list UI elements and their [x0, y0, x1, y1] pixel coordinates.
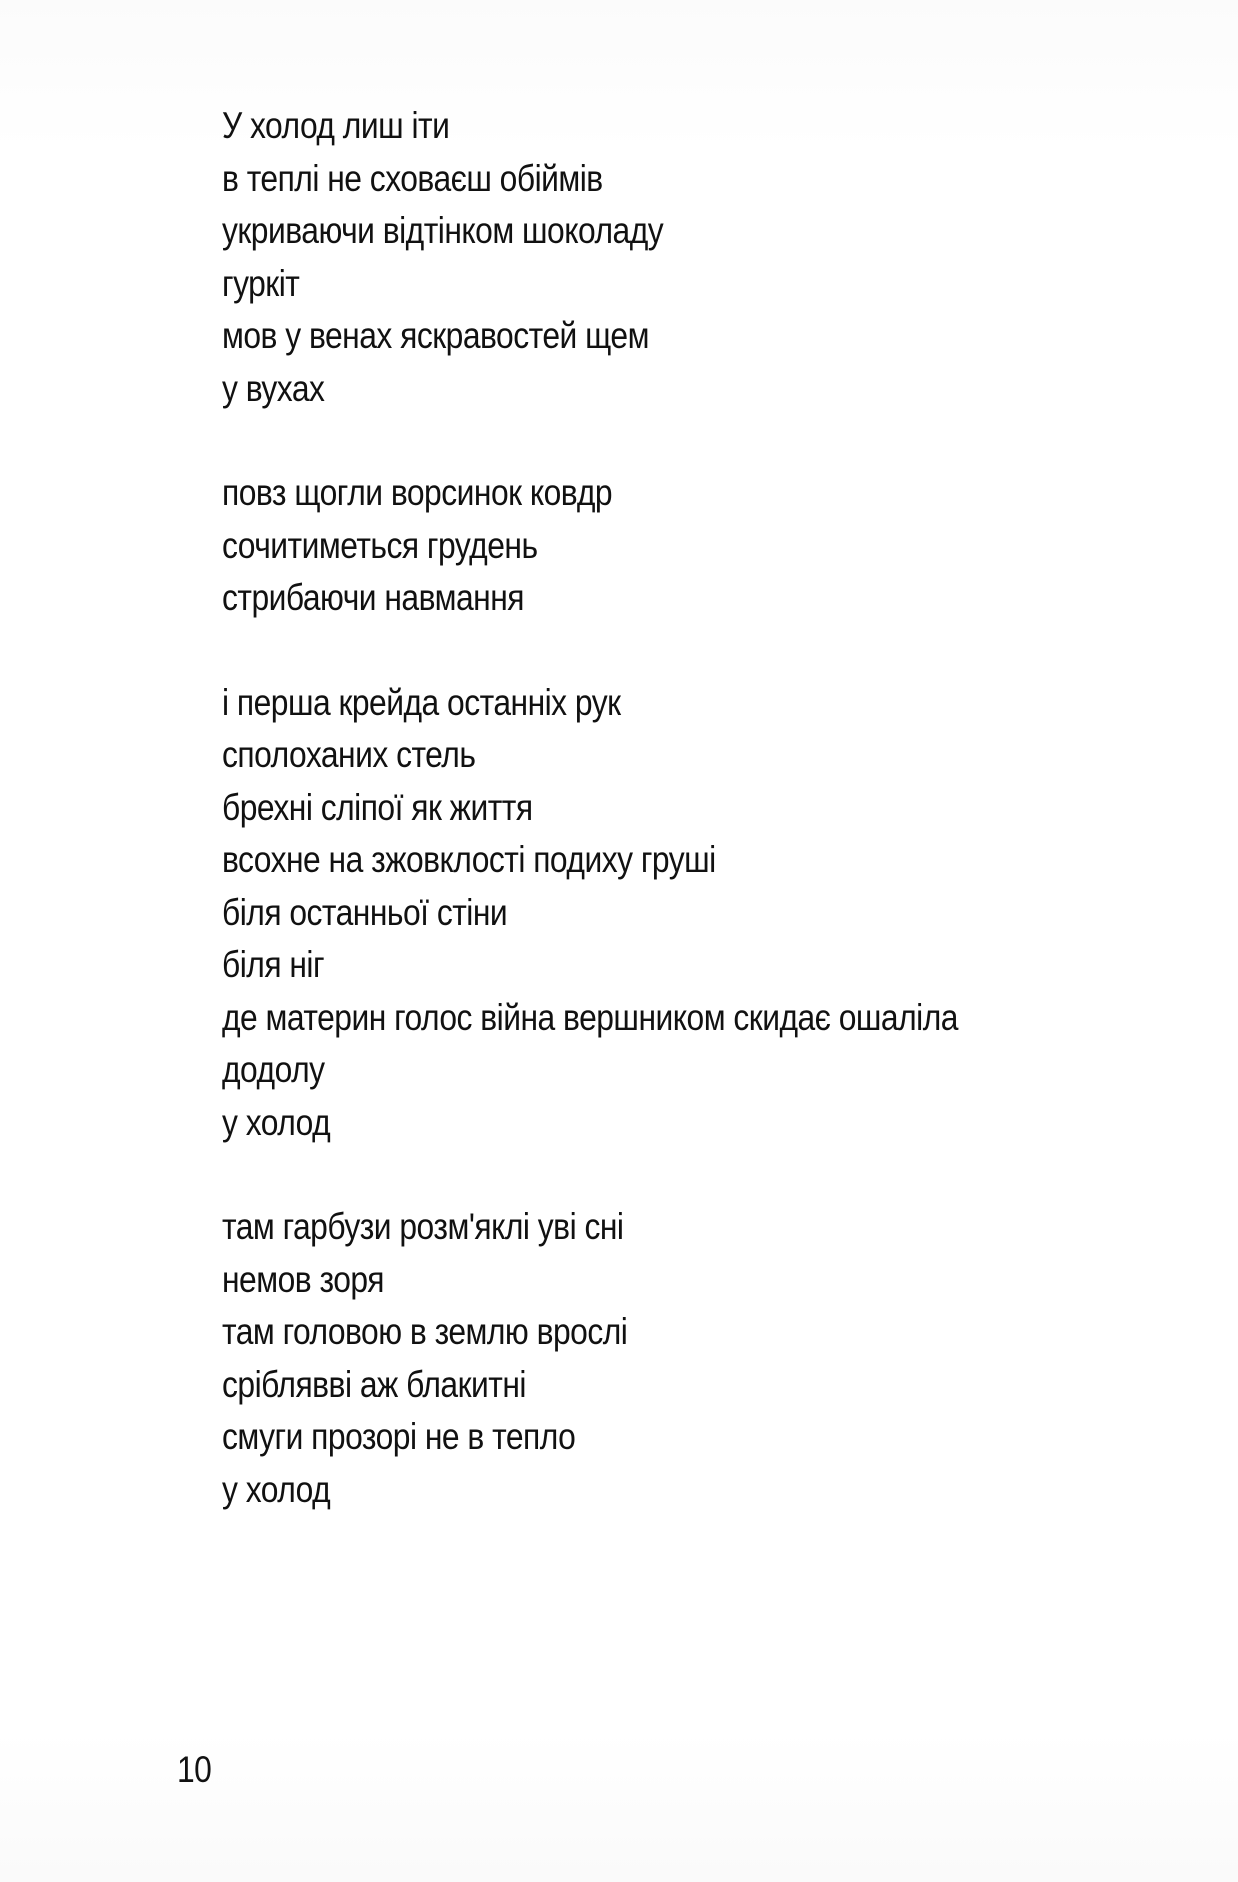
- poem-line: і перша крейда останніх рук: [222, 681, 621, 723]
- poem-line: в теплі не сховаєш обіймів: [222, 157, 603, 199]
- stanza-2: [222, 467, 1182, 625]
- poem-line: смуги прозорі не в тепло: [222, 1416, 576, 1457]
- poem-line: мов у венах яскравостей щем: [222, 315, 649, 356]
- page-number: 10: [177, 1749, 212, 1790]
- poem-line: де материн голос війна вершником скидає ошаліла: [222, 996, 958, 1038]
- poem-line: біля останньої стіни: [222, 891, 508, 933]
- poem-line: У холод лиш іти: [222, 105, 450, 146]
- poem-line: всохне на зжовклості подиху груші: [222, 839, 716, 880]
- poem-line: біля ніг: [222, 944, 325, 985]
- poem-line: гуркіт: [222, 262, 300, 304]
- poem-line: стрибаючи навмання: [222, 577, 524, 618]
- poem-line: брехні сліпої як життя: [222, 786, 533, 828]
- stanza-1: [222, 100, 1182, 415]
- poem-line: повз щогли ворсинок ковдр: [222, 472, 613, 513]
- poem-text: [222, 100, 1182, 1568]
- poem-line: укриваючи відтінком шоколаду: [222, 210, 664, 251]
- poem-line: там гарбузи розм'яклі уві сні: [222, 1206, 624, 1247]
- poem-line: у холод: [222, 1468, 331, 1510]
- poem-line: у холод: [222, 1101, 331, 1143]
- poem-line: немов зоря: [222, 1258, 384, 1300]
- poem-line: додолу: [222, 1049, 325, 1090]
- poem-line: у вухах: [222, 367, 325, 409]
- poem-line: там головою в землю врослі: [222, 1311, 628, 1352]
- poem-line: сполоханих стель: [222, 734, 476, 775]
- stanza-3: [222, 677, 1182, 1150]
- poem-line: сочитиметься грудень: [222, 524, 538, 566]
- poem-line: сріблявві аж блакитні: [222, 1363, 526, 1405]
- stanza-4: [222, 1201, 1182, 1516]
